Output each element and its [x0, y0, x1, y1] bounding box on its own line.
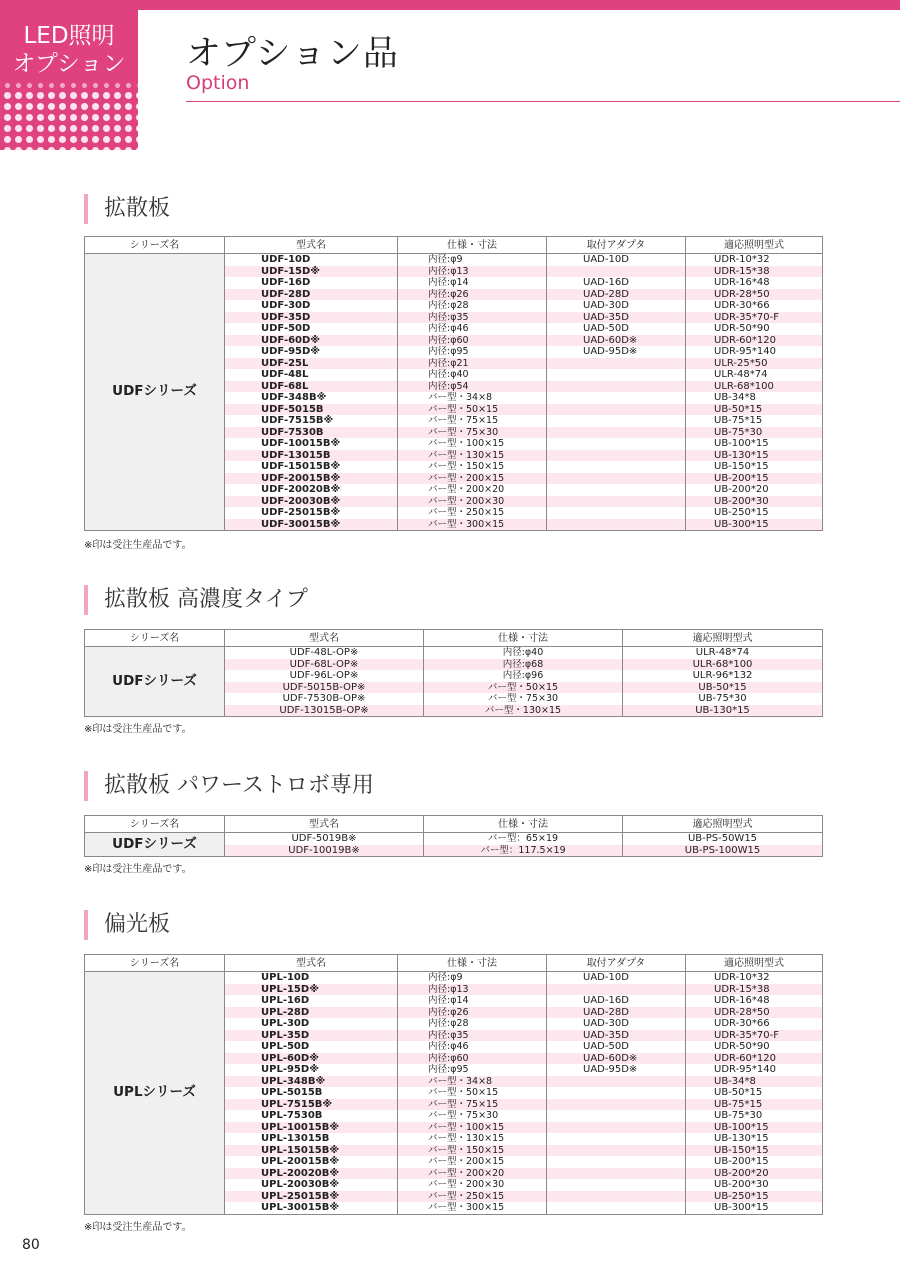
adapter-cell: UAD-10D: [547, 972, 686, 984]
col-model: 型式名: [225, 237, 398, 254]
fixture-cell: UB-130*15: [623, 705, 823, 717]
spec-cell: バー型・34×8: [398, 392, 547, 404]
fixture-cell: UB-50*15: [686, 1087, 823, 1099]
spec-cell: バー型・34×8: [398, 1076, 547, 1088]
table-row: [85, 254, 823, 266]
spec-cell: バー型・100×15: [398, 1122, 547, 1134]
adapter-cell: [547, 1087, 686, 1099]
model-cell: UPL-16D: [225, 995, 398, 1007]
spec-cell: 内径:φ28: [398, 1018, 547, 1030]
adapter-cell: UAD-10D: [547, 254, 686, 266]
spec-cell: バー型・50×15: [398, 1087, 547, 1099]
model-cell: UPL-30015B※: [225, 1202, 398, 1214]
model-cell: UDF-5015B: [225, 404, 398, 416]
adapter-cell: [547, 1076, 686, 1088]
spec-cell: 内径:φ96: [424, 670, 623, 682]
adapter-cell: UAD-60D※: [547, 335, 686, 347]
spec-cell: バー型・50×15: [398, 404, 547, 416]
adapter-cell: UAD-35D: [547, 1030, 686, 1042]
col-model: 型式名: [225, 955, 398, 972]
adapter-cell: [547, 450, 686, 462]
spec-cell: 内径:φ60: [398, 1053, 547, 1065]
category-label-line2: オプション: [12, 51, 126, 77]
model-cell: UDF-10015B※: [225, 438, 398, 450]
model-cell: UDF-35D: [225, 312, 398, 324]
model-cell: UPL-60D※: [225, 1053, 398, 1065]
col-spec: 仕様・寸法: [398, 237, 547, 254]
model-cell: UDF-20030B※: [225, 496, 398, 508]
model-cell: UPL-7515B※: [225, 1099, 398, 1111]
model-cell: UDF-348B※: [225, 392, 398, 404]
fixture-cell: UDR-60*120: [686, 335, 823, 347]
fixture-cell: UB-130*15: [686, 450, 823, 462]
adapter-cell: [547, 519, 686, 531]
table-row: [85, 833, 823, 845]
fixture-cell: UB-200*20: [686, 484, 823, 496]
spec-cell: バー型・200×20: [398, 1168, 547, 1180]
spec-cell: バー型・75×30: [398, 427, 547, 439]
fixture-cell: ULR-48*74: [623, 647, 823, 659]
table-header-row: [85, 630, 823, 647]
adapter-cell: [547, 415, 686, 427]
fixture-cell: UDR-30*66: [686, 1018, 823, 1030]
fixture-cell: UB-75*30: [686, 427, 823, 439]
adapter-cell: UAD-30D: [547, 1018, 686, 1030]
spec-cell: バー型・300×15: [398, 1202, 547, 1214]
fixture-cell: ULR-68*100: [686, 381, 823, 393]
model-cell: UDF-15D※: [225, 266, 398, 278]
spec-cell: 内径:φ95: [398, 1064, 547, 1076]
fixture-cell: UB-250*15: [686, 507, 823, 519]
spec-cell: バー型・250×15: [398, 1191, 547, 1203]
fixture-cell: UB-130*15: [686, 1133, 823, 1145]
adapter-cell: [547, 507, 686, 519]
adapter-cell: [547, 1110, 686, 1122]
adapter-cell: UAD-95D※: [547, 346, 686, 358]
fixture-cell: UDR-28*50: [686, 1007, 823, 1019]
col-fixture: 適応照明型式: [686, 237, 823, 254]
adapter-cell: UAD-28D: [547, 1007, 686, 1019]
fixture-cell: UB-50*15: [623, 682, 823, 694]
page-number: 80: [22, 1237, 40, 1253]
spec-cell: バー型・200×15: [398, 473, 547, 485]
spec-cell: 内径:φ13: [398, 984, 547, 996]
fixture-cell: UB-200*15: [686, 1156, 823, 1168]
fixture-cell: ULR-68*100: [623, 659, 823, 671]
model-cell: UDF-7530B-OP※: [225, 693, 424, 705]
adapter-cell: [547, 1156, 686, 1168]
fixture-cell: UB-75*30: [623, 693, 823, 705]
adapter-cell: [547, 1099, 686, 1111]
spec-cell: バー型・130×15: [398, 1133, 547, 1145]
model-cell: UDF-30D: [225, 300, 398, 312]
fixture-cell: UDR-30*66: [686, 300, 823, 312]
col-spec: 仕様・寸法: [424, 816, 623, 833]
adapter-cell: [547, 984, 686, 996]
col-series: シリーズ名: [85, 630, 225, 647]
spec-cell: 内径:φ13: [398, 266, 547, 278]
section-heading-high-density: 拡散板 高濃度タイプ: [84, 585, 308, 615]
model-cell: UDF-16D: [225, 277, 398, 289]
adapter-cell: UAD-95D※: [547, 1064, 686, 1076]
page-subtitle: Option: [186, 72, 250, 94]
col-fixture: 適応照明型式: [623, 816, 823, 833]
fixture-cell: UB-100*15: [686, 1122, 823, 1134]
model-cell: UDF-20020B※: [225, 484, 398, 496]
category-label: [0, 22, 138, 78]
model-cell: UDF-5019B※: [225, 833, 424, 845]
fixture-cell: UDR-15*38: [686, 266, 823, 278]
dot-pattern: [0, 88, 138, 150]
col-series: シリーズ名: [85, 955, 225, 972]
spec-cell: バー型・150×15: [398, 461, 547, 473]
spec-cell: バー型・150×15: [398, 1145, 547, 1157]
spec-cell: バー型・75×15: [398, 1099, 547, 1111]
fixture-cell: UB-200*15: [686, 473, 823, 485]
series-name-cell: UDFシリーズ: [85, 833, 225, 857]
fixture-cell: UB-34*8: [686, 1076, 823, 1088]
fixture-cell: UDR-10*32: [686, 254, 823, 266]
fixture-cell: ULR-48*74: [686, 369, 823, 381]
note-made-to-order: ※印は受注生産品です。: [84, 864, 192, 875]
model-cell: UDF-95D※: [225, 346, 398, 358]
col-series: シリーズ名: [85, 816, 225, 833]
adapter-cell: [547, 358, 686, 370]
fixture-cell: UB-100*15: [686, 438, 823, 450]
adapter-cell: UAD-16D: [547, 995, 686, 1007]
table-diffuser: [84, 236, 823, 531]
note-made-to-order: ※印は受注生産品です。: [84, 724, 192, 735]
col-spec: 仕様・寸法: [424, 630, 623, 647]
spec-cell: バー型・250×15: [398, 507, 547, 519]
model-cell: UDF-30015B※: [225, 519, 398, 531]
fixture-cell: ULR-96*132: [623, 670, 823, 682]
spec-cell: バー型：65×19: [424, 833, 623, 845]
col-fixture: 適応照明型式: [623, 630, 823, 647]
model-cell: UDF-13015B: [225, 450, 398, 462]
spec-cell: バー型・200×30: [398, 496, 547, 508]
table-row: [85, 972, 823, 984]
category-label-block: [0, 10, 138, 150]
spec-cell: バー型・75×15: [398, 415, 547, 427]
fixture-cell: UDR-35*70-F: [686, 1030, 823, 1042]
fixture-cell: UB-300*15: [686, 1202, 823, 1214]
model-cell: UDF-20015B※: [225, 473, 398, 485]
adapter-cell: [547, 369, 686, 381]
spec-cell: バー型：117.5×19: [424, 845, 623, 857]
col-adapter: 取付アダプタ: [547, 237, 686, 254]
fixture-cell: UDR-16*48: [686, 995, 823, 1007]
spec-cell: バー型・130×15: [424, 705, 623, 717]
fixture-cell: UDR-10*32: [686, 972, 823, 984]
model-cell: UPL-348B※: [225, 1076, 398, 1088]
spec-cell: 内径:φ28: [398, 300, 547, 312]
col-model: 型式名: [225, 630, 424, 647]
section-heading-diffuser: 拡散板: [84, 194, 170, 224]
adapter-cell: UAD-28D: [547, 289, 686, 301]
series-name-cell: UDFシリーズ: [85, 254, 225, 531]
model-cell: UDF-68L-OP※: [225, 659, 424, 671]
adapter-cell: UAD-16D: [547, 277, 686, 289]
adapter-cell: [547, 1122, 686, 1134]
table-high-density: [84, 629, 823, 717]
model-cell: UPL-20030B※: [225, 1179, 398, 1191]
fixture-cell: ULR-25*50: [686, 358, 823, 370]
adapter-cell: [547, 496, 686, 508]
spec-cell: バー型・130×15: [398, 450, 547, 462]
fixture-cell: UB-75*15: [686, 1099, 823, 1111]
adapter-cell: [547, 404, 686, 416]
adapter-cell: UAD-50D: [547, 1041, 686, 1053]
adapter-cell: [547, 461, 686, 473]
fixture-cell: UDR-15*38: [686, 984, 823, 996]
top-accent-bar: [0, 0, 900, 10]
adapter-cell: [547, 427, 686, 439]
model-cell: UPL-50D: [225, 1041, 398, 1053]
table-header-row: [85, 955, 823, 972]
fixture-cell: UB-150*15: [686, 1145, 823, 1157]
spec-cell: 内径:φ35: [398, 1030, 547, 1042]
fixture-cell: UDR-50*90: [686, 323, 823, 335]
model-cell: UPL-10015B※: [225, 1122, 398, 1134]
model-cell: UDF-48L: [225, 369, 398, 381]
fixture-cell: UDR-16*48: [686, 277, 823, 289]
model-cell: UPL-13015B: [225, 1133, 398, 1145]
section-heading-power-strobe: 拡散板 パワーストロボ専用: [84, 771, 374, 801]
col-model: 型式名: [225, 816, 424, 833]
fixture-cell: UB-50*15: [686, 404, 823, 416]
adapter-cell: [547, 438, 686, 450]
fixture-cell: UB-34*8: [686, 392, 823, 404]
fixture-cell: UDR-95*140: [686, 1064, 823, 1076]
category-label-line1: LED照明: [23, 23, 115, 49]
adapter-cell: [547, 392, 686, 404]
model-cell: UDF-25L: [225, 358, 398, 370]
fixture-cell: UB-250*15: [686, 1191, 823, 1203]
spec-cell: バー型・50×15: [424, 682, 623, 694]
spec-cell: 内径:φ9: [398, 254, 547, 266]
model-cell: UPL-20015B※: [225, 1156, 398, 1168]
adapter-cell: [547, 266, 686, 278]
fixture-cell: UDR-50*90: [686, 1041, 823, 1053]
note-made-to-order: ※印は受注生産品です。: [84, 1222, 192, 1233]
model-cell: UPL-20020B※: [225, 1168, 398, 1180]
model-cell: UDF-28D: [225, 289, 398, 301]
adapter-cell: [547, 1133, 686, 1145]
spec-cell: バー型・200×20: [398, 484, 547, 496]
adapter-cell: [547, 1202, 686, 1214]
model-cell: UDF-5015B-OP※: [225, 682, 424, 694]
spec-cell: 内径:φ14: [398, 277, 547, 289]
table-power-strobe: [84, 815, 823, 857]
model-cell: UDF-15015B※: [225, 461, 398, 473]
spec-cell: 内径:φ35: [398, 312, 547, 324]
adapter-cell: UAD-30D: [547, 300, 686, 312]
table-polarizer: [84, 954, 823, 1215]
table-header-row: [85, 816, 823, 833]
fixture-cell: UB-PS-50W15: [623, 833, 823, 845]
spec-cell: 内径:φ46: [398, 1041, 547, 1053]
model-cell: UDF-13015B-OP※: [225, 705, 424, 717]
title-divider: [186, 101, 900, 102]
model-cell: UPL-25015B※: [225, 1191, 398, 1203]
model-cell: UDF-60D※: [225, 335, 398, 347]
page-title: オプション品: [186, 34, 399, 74]
model-cell: UPL-10D: [225, 972, 398, 984]
adapter-cell: UAD-50D: [547, 323, 686, 335]
spec-cell: バー型・200×30: [398, 1179, 547, 1191]
adapter-cell: [547, 1145, 686, 1157]
spec-cell: バー型・75×30: [424, 693, 623, 705]
spec-cell: 内径:φ40: [398, 369, 547, 381]
spec-cell: 内径:φ26: [398, 1007, 547, 1019]
spec-cell: 内径:φ14: [398, 995, 547, 1007]
col-series: シリーズ名: [85, 237, 225, 254]
adapter-cell: [547, 1168, 686, 1180]
col-fixture: 適応照明型式: [686, 955, 823, 972]
spec-cell: 内径:φ95: [398, 346, 547, 358]
spec-cell: バー型・300×15: [398, 519, 547, 531]
spec-cell: 内径:φ68: [424, 659, 623, 671]
fixture-cell: UB-75*15: [686, 415, 823, 427]
table-header-row: [85, 237, 823, 254]
fixture-cell: UDR-60*120: [686, 1053, 823, 1065]
fixture-cell: UB-150*15: [686, 461, 823, 473]
model-cell: UPL-7530B: [225, 1110, 398, 1122]
spec-cell: 内径:φ26: [398, 289, 547, 301]
note-made-to-order: ※印は受注生産品です。: [84, 540, 192, 551]
fixture-cell: UB-200*30: [686, 496, 823, 508]
spec-cell: バー型・100×15: [398, 438, 547, 450]
col-spec: 仕様・寸法: [398, 955, 547, 972]
fixture-cell: UDR-35*70-F: [686, 312, 823, 324]
spec-cell: 内径:φ46: [398, 323, 547, 335]
model-cell: UPL-30D: [225, 1018, 398, 1030]
model-cell: UDF-7530B: [225, 427, 398, 439]
spec-cell: 内径:φ9: [398, 972, 547, 984]
series-name-cell: UDFシリーズ: [85, 647, 225, 717]
series-name-cell: UPLシリーズ: [85, 972, 225, 1215]
adapter-cell: UAD-35D: [547, 312, 686, 324]
fixture-cell: UDR-95*140: [686, 346, 823, 358]
model-cell: UPL-15D※: [225, 984, 398, 996]
fixture-cell: UB-PS-100W15: [623, 845, 823, 857]
spec-cell: バー型・75×30: [398, 1110, 547, 1122]
adapter-cell: UAD-60D※: [547, 1053, 686, 1065]
section-heading-polarizer: 偏光板: [84, 910, 170, 940]
model-cell: UDF-96L-OP※: [225, 670, 424, 682]
model-cell: UDF-48L-OP※: [225, 647, 424, 659]
fixture-cell: UDR-28*50: [686, 289, 823, 301]
model-cell: UDF-10019B※: [225, 845, 424, 857]
col-adapter: 取付アダプタ: [547, 955, 686, 972]
model-cell: UPL-15015B※: [225, 1145, 398, 1157]
adapter-cell: [547, 1179, 686, 1191]
model-cell: UDF-7515B※: [225, 415, 398, 427]
model-cell: UPL-95D※: [225, 1064, 398, 1076]
model-cell: UDF-50D: [225, 323, 398, 335]
model-cell: UDF-25015B※: [225, 507, 398, 519]
spec-cell: 内径:φ40: [424, 647, 623, 659]
spec-cell: バー型・200×15: [398, 1156, 547, 1168]
spec-cell: 内径:φ21: [398, 358, 547, 370]
fixture-cell: UB-200*20: [686, 1168, 823, 1180]
fixture-cell: UB-300*15: [686, 519, 823, 531]
adapter-cell: [547, 473, 686, 485]
fixture-cell: UB-200*30: [686, 1179, 823, 1191]
adapter-cell: [547, 381, 686, 393]
fixture-cell: UB-75*30: [686, 1110, 823, 1122]
model-cell: UDF-10D: [225, 254, 398, 266]
model-cell: UDF-68L: [225, 381, 398, 393]
adapter-cell: [547, 484, 686, 496]
model-cell: UPL-35D: [225, 1030, 398, 1042]
adapter-cell: [547, 1191, 686, 1203]
spec-cell: 内径:φ60: [398, 335, 547, 347]
table-row: [85, 647, 823, 659]
model-cell: UPL-5015B: [225, 1087, 398, 1099]
model-cell: UPL-28D: [225, 1007, 398, 1019]
spec-cell: 内径:φ54: [398, 381, 547, 393]
